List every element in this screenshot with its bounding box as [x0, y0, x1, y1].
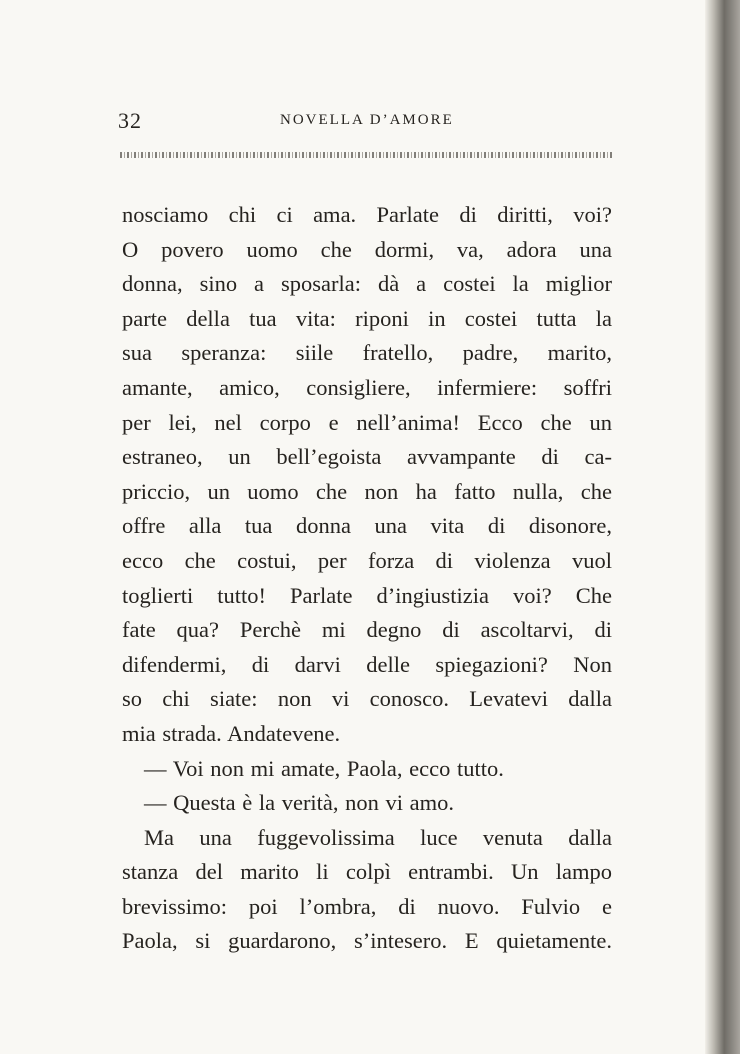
- text-line: [122, 302, 612, 337]
- text-line-content: ecco che costui, per forza di violenza vuol: [122, 547, 612, 573]
- text-line-content: nosciamo chi ci ama. Parlate di diritti, voi?: [122, 202, 612, 227]
- text-line: [122, 890, 612, 925]
- text-line-content: amante, amico, consigliere, infermiere: soffri: [122, 374, 612, 400]
- text-line-content: difendermi, di darvi delle spiegazioni? Non: [122, 651, 612, 677]
- book-spine-edge: [705, 0, 740, 1054]
- text-line: [122, 579, 612, 614]
- text-line-content: offre alla tua donna una vita di disonore,: [122, 513, 612, 539]
- text-line-content: — Questa è la verità, non vi amo.: [144, 790, 455, 816]
- text-line-content: parte della tua vita: riponi in costei tutta la: [122, 305, 612, 331]
- text-line-content: mia strada. Andatevene.: [122, 720, 341, 746]
- text-line-content: Paola, si guardarono, s’intesero. E quietamente.: [122, 928, 612, 954]
- text-line: [122, 198, 612, 233]
- text-line: [122, 440, 612, 475]
- page-header: [118, 108, 618, 138]
- text-line-content: Ma una fuggevolissima luce venuta dalla: [144, 824, 612, 850]
- text-line-content: — Voi non mi amate, Paola, ecco tutto.: [144, 755, 504, 781]
- page-number: 32: [118, 108, 142, 133]
- text-line: [122, 371, 612, 406]
- text-line: [122, 821, 612, 856]
- text-line: [122, 406, 612, 441]
- text-line: [122, 475, 612, 510]
- text-line: [122, 924, 612, 959]
- text-line: [122, 717, 612, 752]
- text-line-content: brevissimo: poi l’ombra, di nuovo. Fulvio e: [122, 893, 612, 919]
- text-line: [122, 233, 612, 268]
- text-line: [122, 648, 612, 683]
- running-title: NOVELLA D’AMORE: [280, 112, 454, 128]
- text-line-content: toglierti tutto! Parlate d’ingiustizia voi? Che: [122, 582, 612, 608]
- text-line-content: O povero uomo che dormi, va, adora una: [122, 236, 612, 262]
- text-line: [122, 613, 612, 648]
- text-line: [122, 267, 612, 302]
- text-line-content: so chi siate: non vi conosco. Levatevi dalla: [122, 686, 612, 712]
- text-line-content: per lei, nel corpo e nell’anima! Ecco che un: [122, 409, 612, 435]
- text-line-content: sua speranza: siile fratello, padre, marito,: [122, 340, 612, 366]
- ornamental-rule: [120, 152, 612, 158]
- text-line: [122, 509, 612, 544]
- text-line-content: priccio, un uomo che non ha fatto nulla, che: [122, 478, 612, 504]
- text-line: [122, 786, 612, 821]
- text-line: [122, 336, 612, 371]
- text-line: [122, 855, 612, 890]
- text-line: [122, 544, 612, 579]
- text-line-content: fate qua? Perchè mi degno di ascoltarvi, di: [122, 617, 612, 643]
- body-text: [122, 198, 612, 959]
- text-line-content: stanza del marito li colpì entrambi. Un lampo: [122, 859, 612, 885]
- text-line-content: donna, sino a sposarla: dà a costei la miglior: [122, 271, 612, 297]
- text-line-content: estraneo, un bell’egoista avvampante di ca-: [122, 444, 612, 470]
- text-line: [122, 682, 612, 717]
- text-line: [122, 752, 612, 787]
